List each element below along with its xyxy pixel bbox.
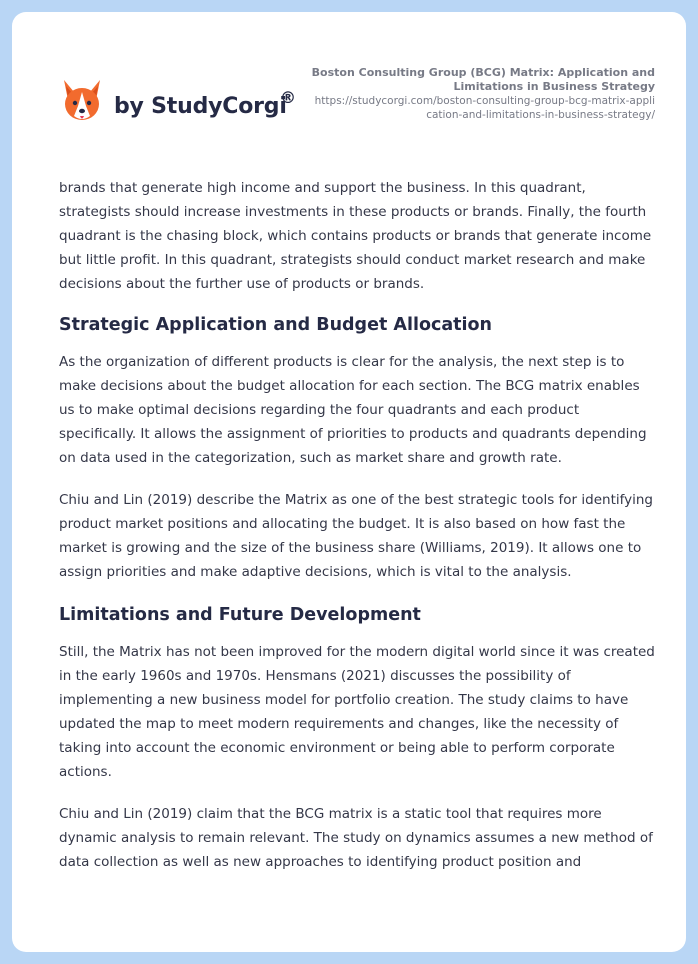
section-heading: Strategic Application and Budget Allocation	[59, 315, 493, 335]
corgi-logo-icon	[60, 76, 104, 126]
document-url[interactable]: https://studycorgi.com/boston-consulting-group-bcg-matrix-application-and-limitations-in-business-strategy/	[314, 95, 655, 121]
article-body	[59, 176, 657, 892]
page-header	[12, 12, 686, 152]
section-heading: Limitations and Future Development	[59, 605, 421, 625]
brand-name: by StudyCorgi	[114, 94, 287, 119]
studycorgi-logo[interactable]	[60, 76, 320, 132]
paragraph: As the organization of different products is clear for the analysis, the next step is to make decisions about the budget allocation for each section. The BCG matrix enables us to make optimal decisions regarding the four quadrants and each product specifically. It allows the assignment of priorities to products and quadrants depending on data used in the categorization, such as market share and growth rate.	[59, 354, 647, 466]
document-title: Boston Consulting Group (BCG) Matrix: Application and Limitations in Business Strategy	[311, 66, 655, 93]
paragraph: brands that generate high income and support the business. In this quadrant, strategists should increase investments in these products or brands. Finally, the fourth quadrant is the chasing block, which contains products or brands that generate income but little profit. In this quadrant, strategists should conduct market research and make decisions about the further use of products or brands.	[59, 180, 652, 292]
document-page	[12, 12, 686, 952]
registered-mark: ®	[280, 88, 296, 107]
paragraph: Chiu and Lin (2019) describe the Matrix as one of the best strategic tools for identifying product market positions and allocating the budget. It is also based on how fast the market is growing and the size of the business share (Williams, 2019). It allows one to assign priorities and make adaptive decisions, which is vital to the analysis.	[59, 492, 653, 580]
paragraph: Still, the Matrix has not been improved for the modern digital world since it was created in the early 1960s and 1970s. Hensmans (2021) discusses the possibility of implementing a new business model for portfolio creation. The study claims to have updated the map to meet modern requirements and changes, like the necessity of taking into account the economic environment or being able to perform corporate actions.	[59, 644, 655, 780]
document-meta	[310, 66, 655, 122]
paragraph: Chiu and Lin (2019) claim that the BCG matrix is a static tool that requires more dynamic analysis to remain relevant. The study on dynamics assumes a new method of data collection as well as new approaches to identifying product position and	[59, 806, 653, 870]
